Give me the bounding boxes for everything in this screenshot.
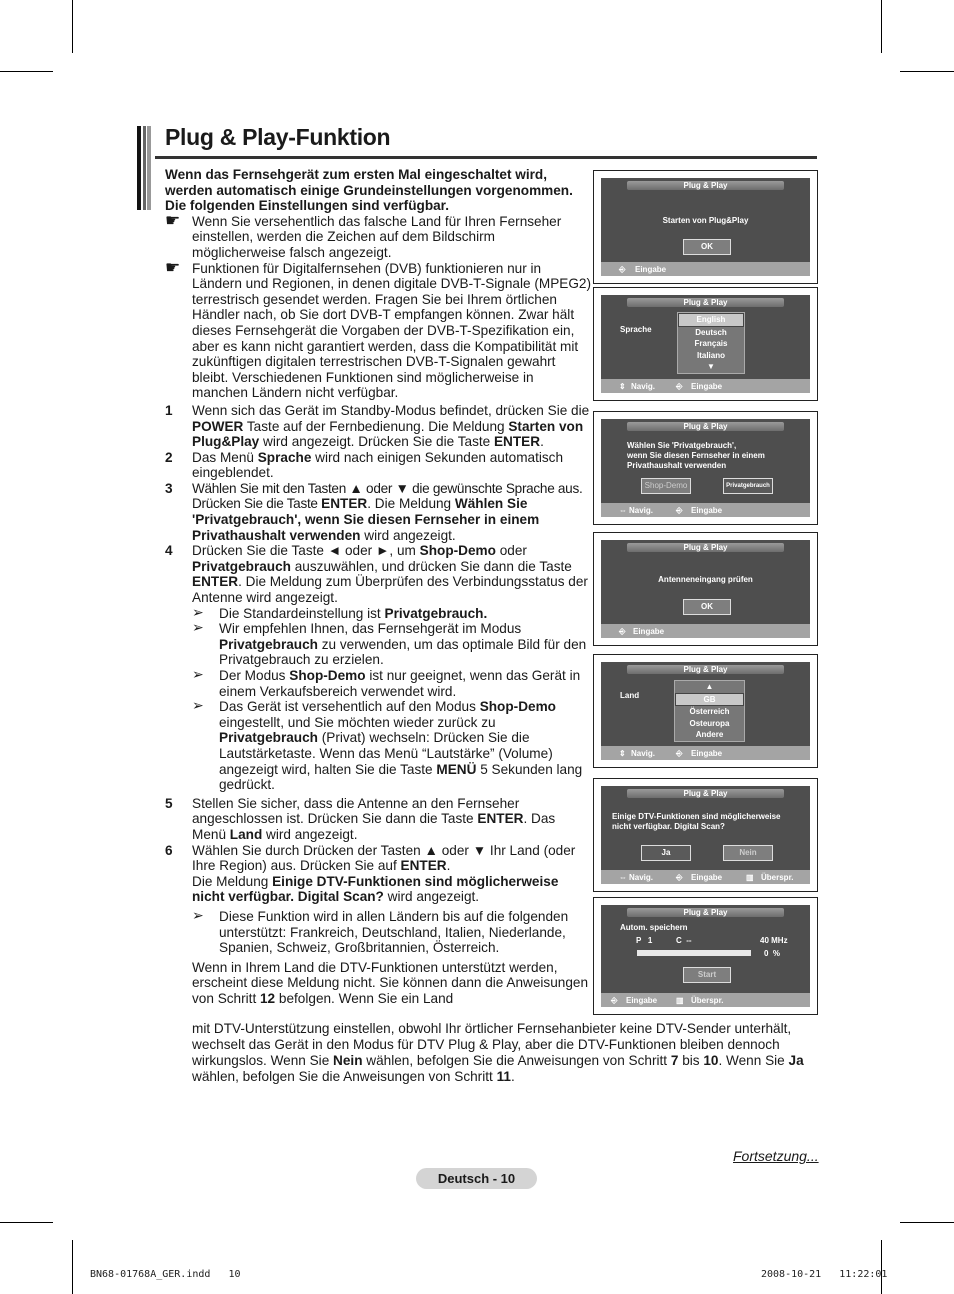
intro-text: Wenn das Fernsehgerät zum ersten Mal eingeschaltet wird, werden automatisch einige Grundeinstellungen vorgenommen. Die folgenden Einstellungen sind verfügbar. [165, 167, 573, 214]
page-number-tag: Deutsch - 10 [416, 1168, 537, 1189]
note-2: ☛ Funktionen für Digitalfernsehen (DVB) funktionieren nur in Ländern und Regionen, in denen digitale DVB-T-Signale (MPEG2) terrestrisch gesendet werden. Fragen Sie bei Ihrem örtlichen Händler nach, ob Sie dort DVB-T empfangen können. Zwar hält dieses Fernsehgerät die Vorgaben der DVB-T-Spezifikation ein, aber es kann nicht garantiert werden, dass die Kompatibilität mit zukünftigen digitalen terrestrischen DVB-T-Signalen gewahrt bleibt. Verschiedenen Funktionen sind möglicherweise in manchen Ländern nicht verfügbar. [165, 257, 591, 401]
start-button[interactable]: Start [683, 967, 731, 983]
enter-label: Eingabe [635, 265, 667, 274]
step-4: 4 Drücken Sie die Taste ◄ oder ►, um Shop-Demo oder Privatgebrauch auszuwählen, und drücken Sie dann die Taste ENTER. Die Meldung zum Überprüfen des Verbindungsstatus der Antenne wird angezeigt. [165, 543, 588, 606]
step-6-hints [165, 906, 591, 956]
screen-header: Plug & Play [627, 422, 784, 431]
hint-item: ➢ Diese Funktion wird in allen Ländern bis auf die folgenden unterstützt: Frankreich, Deutschland, Italien, Niederlande, Spanien, Schweiz, Großbritannien, Österreich. [192, 906, 569, 956]
enter-icon: ⎆ [676, 382, 683, 391]
step-3: 3 Wählen Sie mit den Tasten ▲ oder ▼ die gewünschte Sprache aus. Drücken Sie die Taste ENTER. Die Meldung Wählen Sie 'Privatgebrauch', wenn Sie diesen Fernseher in einem Privathaushalt verwenden wird angezeigt. [165, 480, 583, 543]
ok-button[interactable]: OK [683, 599, 731, 615]
arrow-hint-icon: ➢ [192, 603, 204, 620]
list-item: GB [675, 693, 744, 707]
skip-icon: ▥ [746, 873, 754, 882]
progress-bar [637, 950, 751, 956]
skip-icon: ▥ [676, 996, 684, 1005]
screen-message: Starten von Plug&Play [662, 216, 749, 225]
mode-message: Wählen Sie 'Privatgebrauch', wenn Sie diesen Fernseher in einem Privathaushalt verwenden [627, 441, 765, 470]
enter-icon: ⎆ [676, 749, 683, 758]
list-item: English [678, 313, 744, 327]
channel-number: C -- [676, 936, 692, 945]
list-item: ▼ [707, 362, 715, 371]
arrow-hint-icon: ➢ [192, 619, 204, 636]
crop-mark [72, 0, 73, 53]
hint-item: ➢ Die Standardeinstellung ist Privatgebrauch. [192, 603, 488, 621]
enter-icon: ⎆ [619, 265, 626, 274]
crop-mark [881, 1240, 882, 1294]
enter-icon: ⎆ [676, 873, 683, 882]
footer-timestamp: 2008-10-21 11:22:01 [761, 1269, 888, 1280]
auto-store-title: Autom. speichern [620, 923, 688, 932]
hint-item: ➢ Der Modus Shop-Demo ist nur geeignet, wenn das Gerät in einem Verkaufsbereich verwendet wird. [192, 666, 581, 699]
step-6-continued: mit DTV-Unterstützung einstellen, obwohl Ihr örtlicher Fernsehanbieter keine DTV-Sender unterhält, wechselt das Gerät in den Modus für DTV Plug & Play, aber die DTV-Funktionen bleiben dennoch wirkungslos. Wenn Sie Nein wählen, befolgen Sie die Anweisungen von Schritt 7 bis 10. Wenn Sie Ja wählen, befolgen Sie die Anweisungen von Schritt 11. [192, 1021, 804, 1084]
no-button[interactable]: Nein [723, 845, 773, 861]
crop-mark [0, 1222, 53, 1223]
language-list[interactable] [677, 312, 745, 374]
title-decoration [137, 126, 151, 210]
hint-item: ➢ Wir empfehlen Ihnen, das Fernsehgerät im Modus Privatgebrauch zu verwenden, um das optimale Bild für den Privatgebrauch zu erzielen. [192, 619, 587, 668]
title-rule [155, 156, 817, 159]
page-title: Plug & Play-Funktion [165, 124, 391, 150]
list-item: ▲ [705, 682, 714, 691]
step-2: 2 Das Menü Sprache wird nach einigen Sekunden automatisch eingeblendet. [165, 449, 564, 481]
tv-screen-country: Plug & Play Land ▲ GB Österreich Osteuropa Andere ⇕ Navig. ⎆ Eingabe [593, 654, 818, 768]
tv-screen-start [593, 170, 818, 284]
ok-button[interactable]: OK [683, 239, 731, 255]
screen-message: Antenneneingang prüfen [658, 575, 753, 584]
continue-link: Fortsetzung... [733, 1148, 819, 1164]
main-text [165, 167, 591, 1006]
screen-header: Plug & Play [627, 789, 784, 798]
shop-demo-button[interactable]: Shop-Demo [641, 478, 691, 494]
tv-screen-auto-store: Plug & Play Autom. speichern P 1 C -- 40 MHz 0 % Start ⎆ Eingabe ▥ Überspr. [593, 897, 818, 1015]
language-label: Sprache [620, 325, 652, 334]
step-5: 5 Stellen Sie sicher, dass die Antenne an den Fernseher angeschlossen ist. Drücken Sie dann die Taste ENTER. Das Menü Land wird angezeigt. [165, 795, 556, 842]
screen-header: Plug & Play [627, 181, 784, 190]
tv-screen-language: Plug & Play Sprache English Deutsch Français Italiano ▼ ⇕ Navig. ⎆ Eingabe [593, 287, 818, 401]
arrow-hint-icon: ➢ [192, 666, 204, 682]
step-6-paragraph: Wenn in Ihrem Land die DTV-Funktionen unterstützt werden, erscheint diese Meldung nicht. Sie können dann die Anweisungen von Schritt 12 befolgen. Wenn Sie ein Land [192, 959, 589, 1006]
crop-mark [0, 71, 53, 72]
tv-screen-mode: Plug & Play Wählen Sie 'Privatgebrauch', wenn Sie diesen Fernseher in einem Privathaushalt verwenden Shop-Demo Privatgebrauch ⇔ Navig. ⎆ Eingabe [593, 411, 818, 525]
step-6: 6 Wählen Sie durch Drücken der Tasten ▲ oder ▼ Ihr Land (oder Ihre Region) aus. Drücken Sie auf ENTER. Die Meldung Einige DTV-Funktionen sind möglicherweise nicht verfügbar. Digital Scan? wird angezeigt. [165, 842, 576, 905]
list-item: Français [694, 339, 728, 348]
note-1: ☛ Wenn Sie versehentlich das falsche Land für Ihren Fernseher einstellen, werden die Zeichen auf dem Bildschirm möglicherweise falsch angezeigt. [165, 210, 562, 260]
scan-message: Einige DTV-Funktionen sind möglicherweise nicht verfügbar. Digital Scan? [612, 812, 781, 831]
crop-mark [900, 71, 954, 72]
tv-screen-antenna: Plug & Play Antenneneingang prüfen OK ⎆ Eingabe [593, 532, 818, 646]
screen-header: Plug & Play [627, 298, 784, 307]
pointing-hand-icon: ☛ [165, 210, 181, 230]
arrow-hint-icon: ➢ [192, 697, 204, 714]
enter-icon: ⎆ [611, 996, 618, 1005]
screen-header: Plug & Play [627, 543, 784, 552]
frequency: 40 MHz [760, 936, 788, 945]
list-item: Andere [695, 730, 724, 739]
pointing-hand-icon: ☛ [165, 257, 181, 277]
updown-icon: ⇕ [619, 382, 626, 391]
list-item: Italiano [696, 350, 725, 360]
arrow-hint-icon: ➢ [192, 906, 204, 923]
leftright-icon: ⇔ [619, 506, 627, 515]
list-item: Osteuropa [689, 718, 730, 728]
crop-mark [72, 1240, 73, 1294]
tv-screen-digital-scan: Plug & Play Einige DTV-Funktionen sind möglicherweise nicht verfügbar. Digital Scan? Ja Nein ⇔ Navig. ⎆ Eingabe ▥ Überspr. [593, 778, 818, 892]
country-list[interactable] [674, 680, 745, 742]
screen-header: Plug & Play [627, 908, 784, 917]
enter-icon: ⎆ [676, 506, 683, 515]
updown-icon: ⇕ [619, 749, 626, 758]
yes-button[interactable]: Ja [641, 845, 691, 861]
crop-mark [881, 0, 882, 53]
footer-filename: BN68-01768A_GER.indd 10 [90, 1269, 241, 1280]
progress-percent: 0 % [764, 949, 781, 958]
hint-item: ➢ Das Gerät ist versehentlich auf den Modus Shop-Demo eingestellt, und Sie möchten wieder zurück zu Privatgebrauch (Privat) wechseln: Drücken Sie die Lautstärketaste. Wenn das Menü “Lautstärke” (Volume) angezeigt wird, halten Sie die Taste MENÜ 5 Sekunden lang gedrückt. [192, 697, 583, 793]
country-label: Land [620, 691, 640, 700]
list-item: Österreich [689, 707, 730, 716]
program-number: P 1 [636, 936, 653, 945]
step-1: 1 Wenn sich das Gerät im Standby-Modus befindet, drücken Sie die POWER Taste auf der Fernbedienung. Die Meldung Starten von Plug&Play wird angezeigt. Drücken Sie die Taste ENTER. [165, 402, 590, 450]
crop-mark [900, 1222, 954, 1223]
step-4-hints [165, 603, 591, 793]
leftright-icon: ⇔ [619, 873, 627, 882]
home-use-button[interactable]: Privatgebrauch [723, 478, 773, 494]
list-item: Deutsch [695, 327, 727, 337]
screen-header: Plug & Play [627, 665, 784, 674]
enter-icon: ⎆ [619, 627, 626, 636]
